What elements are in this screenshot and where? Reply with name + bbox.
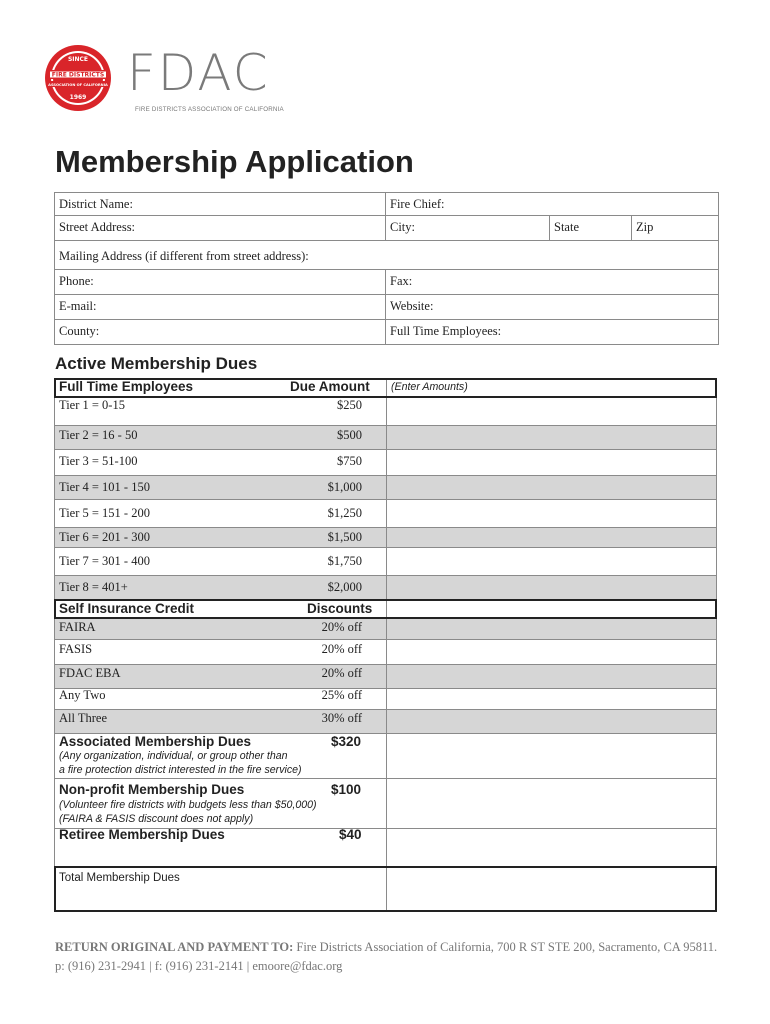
- tier-amount: $1,250: [327, 506, 362, 520]
- credit-amount: 25% off: [321, 688, 362, 702]
- svg-text:1969: 1969: [69, 94, 87, 101]
- credit-heading: Self Insurance Credit: [59, 601, 195, 616]
- fire-chief-field[interactable]: Fire Chief:: [385, 193, 718, 215]
- street-address-field[interactable]: Street Address:: [59, 220, 136, 234]
- tier-amount: $1,750: [327, 554, 362, 568]
- footer-address: Fire Districts Association of California, 700 R ST STE 200, Sacramento, CA 95811.: [293, 940, 718, 954]
- logo-subtitle: FIRE DISTRICTS ASSOCIATION OF CALIFORNIA: [135, 106, 284, 113]
- website-field[interactable]: Website:: [385, 295, 718, 319]
- col-employees-header: Full Time Employees: [59, 379, 194, 394]
- fax-field[interactable]: Fax:: [385, 270, 718, 294]
- credit-amount: 20% off: [321, 620, 362, 634]
- svg-text:ASSOCIATION OF CALIFORNIA: ASSOCIATION OF CALIFORNIA: [48, 82, 108, 87]
- tier-amount: $1,000: [327, 480, 362, 494]
- discounts-heading: Discounts: [307, 601, 373, 616]
- nonprofit-note-1: (Volunteer fire districts with budgets less than $50,000): [59, 799, 317, 811]
- tier-amount: $1,500: [327, 530, 362, 544]
- total-dues-label: Total Membership Dues: [59, 872, 180, 884]
- tier-amount: $750: [337, 454, 362, 468]
- dues-table: [54, 378, 717, 912]
- tier-label: Tier 7 = 301 - 400: [59, 554, 150, 568]
- associated-note-1: (Any organization, individual, or group other than: [59, 750, 288, 762]
- credit-amount: 20% off: [321, 642, 362, 656]
- credit-label: FASIS: [59, 642, 93, 656]
- credit-label: Any Two: [59, 688, 106, 702]
- enter-amounts-note: (Enter Amounts): [391, 381, 468, 393]
- associated-dues-amount: $320: [331, 734, 362, 749]
- tier-label: Tier 1 = 0-15: [59, 398, 125, 412]
- credit-amount: 20% off: [321, 666, 362, 680]
- associated-note-2: a fire protection district interested in the fire service): [59, 764, 302, 776]
- col-amount-header: Due Amount: [290, 379, 370, 394]
- tier-amount: $250: [337, 398, 362, 412]
- svg-text:FIRE DISTRICTS: FIRE DISTRICTS: [51, 71, 105, 79]
- page-title: Membership Application: [55, 144, 414, 179]
- retiree-dues-amount: $40: [339, 827, 362, 842]
- phone-field[interactable]: Phone:: [59, 274, 94, 288]
- zip-field[interactable]: Zip: [631, 216, 718, 240]
- county-field[interactable]: County:: [59, 324, 100, 338]
- retiree-dues-label: Retiree Membership Dues: [59, 827, 225, 842]
- state-field[interactable]: State: [549, 216, 631, 240]
- nonprofit-dues-amount: $100: [331, 782, 362, 797]
- footer-contact: p: (916) 231-2941 | f: (916) 231-2141 | emoore@fdac.org: [55, 959, 343, 973]
- credit-amount: 30% off: [321, 711, 362, 725]
- nonprofit-dues-label: Non-profit Membership Dues: [59, 782, 245, 797]
- credit-label: All Three: [59, 711, 108, 725]
- tier-label: Tier 8 = 401+: [59, 580, 128, 594]
- nonprofit-note-2: (FAIRA & FASIS discount does not apply): [59, 813, 254, 825]
- full-time-employees-field[interactable]: Full Time Employees:: [385, 320, 718, 344]
- mailing-address-field[interactable]: Mailing Address (if different from street address):: [59, 249, 309, 263]
- footer-lead: RETURN ORIGINAL AND PAYMENT TO:: [55, 940, 294, 954]
- tier-amount: $500: [337, 428, 362, 442]
- footer: [55, 938, 735, 976]
- active-dues-heading: Active Membership Dues: [55, 354, 258, 373]
- tier-label: Tier 3 = 51-100: [59, 454, 138, 468]
- email-field[interactable]: E-mail:: [59, 299, 97, 313]
- district-info-table: [54, 192, 719, 345]
- associated-dues-label: Associated Membership Dues: [59, 734, 252, 749]
- tier-label: Tier 2 = 16 - 50: [59, 428, 138, 442]
- tier-label: Tier 5 = 151 - 200: [59, 506, 150, 520]
- fdac-seal-logo: [44, 44, 112, 112]
- city-field[interactable]: City:: [385, 216, 549, 240]
- credit-label: FDAC EBA: [59, 666, 121, 680]
- logo-wordmark: FDAC: [127, 44, 270, 102]
- tier-label: Tier 6 = 201 - 300: [59, 530, 150, 544]
- tier-label: Tier 4 = 101 - 150: [59, 480, 150, 494]
- svg-text:SINCE: SINCE: [67, 56, 89, 63]
- credit-label: FAIRA: [59, 620, 96, 634]
- district-name-field[interactable]: District Name:: [59, 197, 133, 211]
- enter-amounts-column[interactable]: [387, 398, 716, 866]
- tier-amount: $2,000: [327, 580, 362, 594]
